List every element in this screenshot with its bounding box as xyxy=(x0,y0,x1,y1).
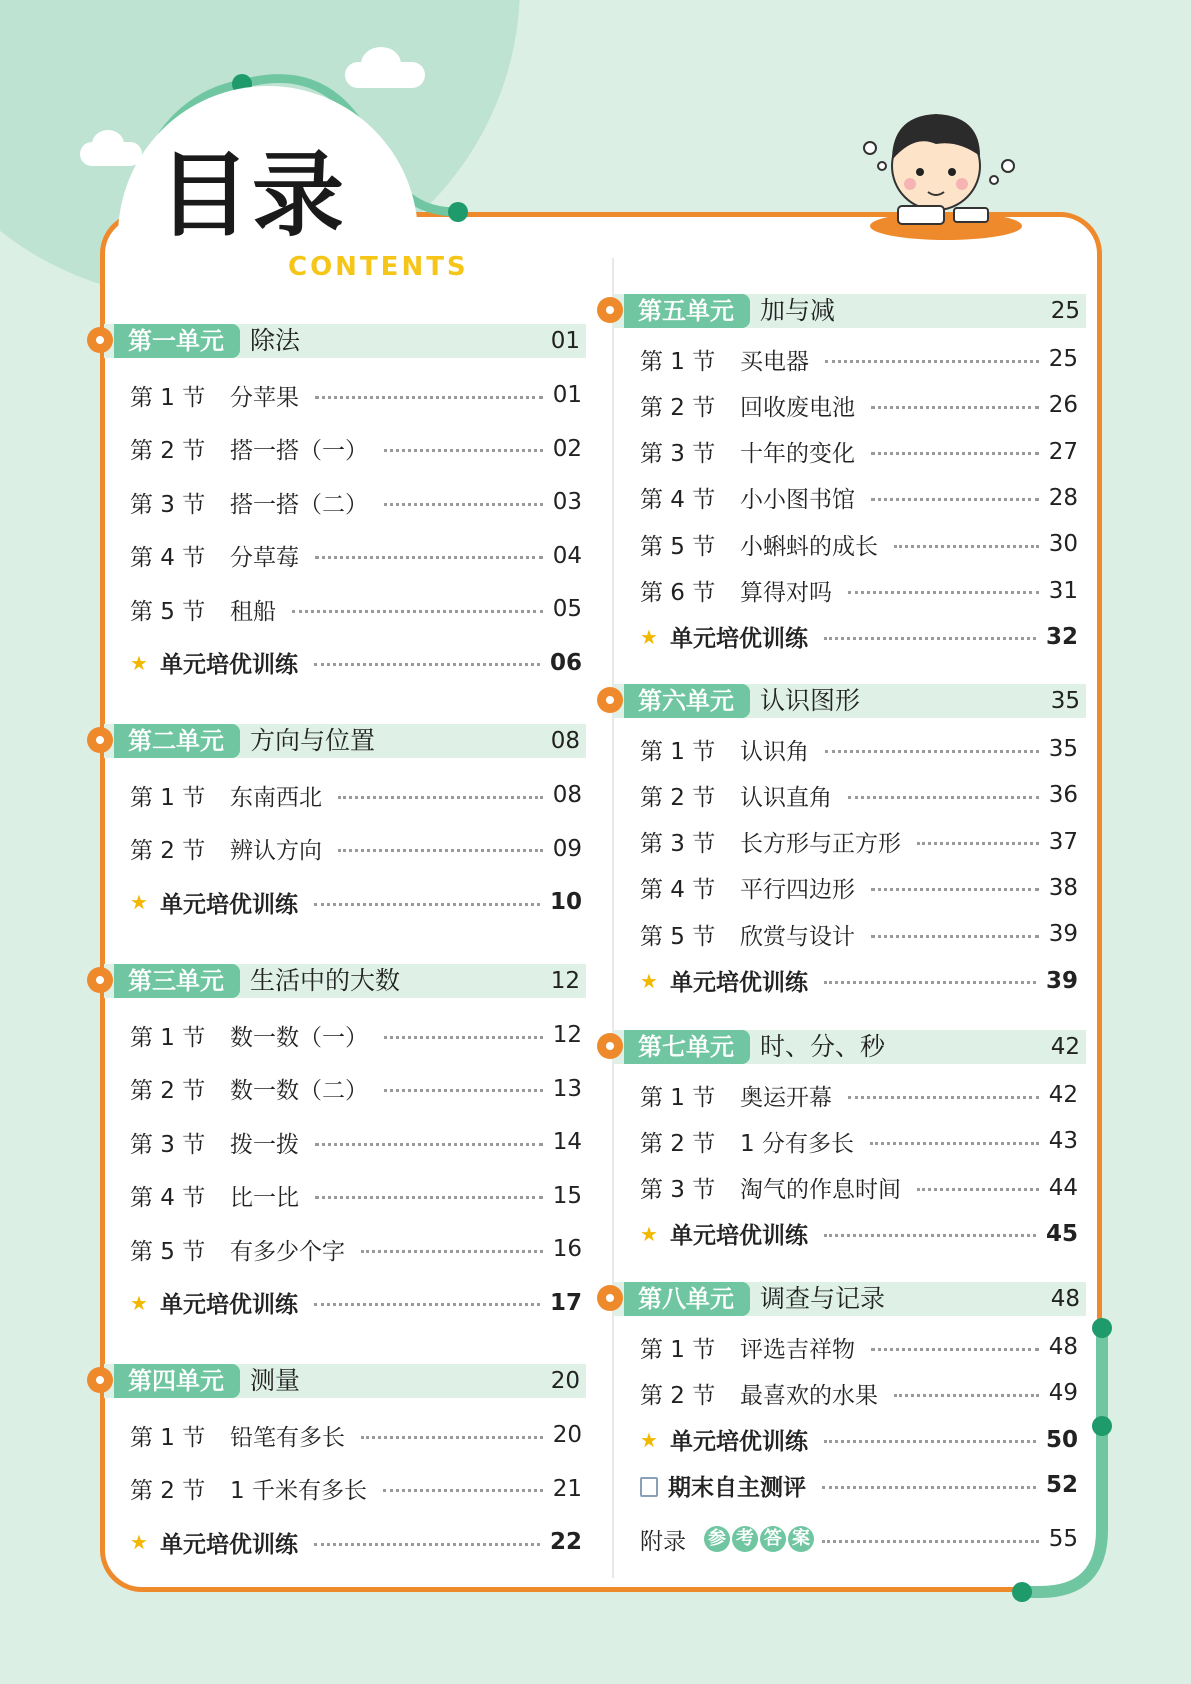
training-name: 单元培优训练 xyxy=(670,1429,808,1456)
section-name: 买电器 xyxy=(740,348,809,375)
section-row[interactable] xyxy=(640,871,1078,905)
leader-dots xyxy=(871,406,1039,409)
section-number: 第 1 节 xyxy=(640,348,716,375)
section-page: 28 xyxy=(1048,484,1078,511)
section-row[interactable] xyxy=(130,832,582,866)
section-number: 第 2 节 xyxy=(130,438,206,464)
unit-name: 调查与记录 xyxy=(760,1284,886,1313)
unit-name: 除法 xyxy=(250,326,301,355)
section-row[interactable] xyxy=(640,481,1078,515)
section-row[interactable] xyxy=(640,917,1078,951)
leader-dots xyxy=(825,750,1039,753)
section-page: 05 xyxy=(552,596,582,622)
training-name: 单元培优训练 xyxy=(670,1223,808,1250)
section-row[interactable] xyxy=(640,778,1078,812)
star-icon: ★ xyxy=(130,1290,148,1315)
section-name: 平行四边形 xyxy=(740,877,855,904)
section-page: 01 xyxy=(552,382,582,408)
section-row[interactable] xyxy=(640,342,1078,376)
section-number: 第 1 节 xyxy=(640,1336,716,1363)
star-icon: ★ xyxy=(640,1221,658,1246)
exam-icon xyxy=(640,1477,658,1497)
answer-key-badge xyxy=(704,1526,814,1552)
leader-dots xyxy=(315,556,543,559)
unit-header[interactable] xyxy=(90,324,586,358)
section-number: 第 2 节 xyxy=(130,1078,206,1104)
section-number: 第 3 节 xyxy=(130,1131,206,1158)
section-page: 17 xyxy=(549,1289,582,1316)
unit-name: 认识图形 xyxy=(760,686,861,715)
section-number: 第 1 节 xyxy=(130,1424,206,1451)
unit-tag: 第一单元 xyxy=(114,324,240,358)
section-page: 44 xyxy=(1048,1174,1078,1201)
training-name: 单元培优训练 xyxy=(160,1531,298,1558)
leader-dots xyxy=(871,498,1039,501)
section-row[interactable] xyxy=(130,1472,582,1506)
leader-dots xyxy=(825,360,1039,363)
section-page: 39 xyxy=(1045,967,1078,994)
section-row[interactable] xyxy=(640,1330,1078,1364)
unit-tag: 第八单元 xyxy=(624,1282,750,1316)
section-row[interactable] xyxy=(640,825,1078,859)
section-number: 第 5 节 xyxy=(130,1238,206,1265)
section-row[interactable] xyxy=(130,485,582,519)
leader-dots xyxy=(384,449,543,452)
section-row[interactable] xyxy=(130,1072,582,1106)
section-name: 搭一搭（一） xyxy=(230,438,368,464)
answer-key-char: 答 xyxy=(760,1526,786,1552)
unit-name: 生活中的大数 xyxy=(250,966,401,995)
section-name: 拨一拨 xyxy=(230,1131,299,1158)
section-page: 36 xyxy=(1048,782,1078,809)
section-name: 数一数（二） xyxy=(230,1078,368,1104)
training-row[interactable] xyxy=(130,1525,582,1559)
section-page: 03 xyxy=(552,489,582,515)
section-page: 25 xyxy=(1048,346,1078,372)
training-row[interactable] xyxy=(130,646,582,680)
final-exam-name: 期末自主测评 xyxy=(668,1474,806,1501)
section-name: 小蝌蚪的成长 xyxy=(740,533,878,560)
section-row[interactable] xyxy=(640,1376,1078,1410)
unit-page: 12 xyxy=(550,968,580,994)
training-name: 单元培优训练 xyxy=(160,652,298,678)
section-name: 租船 xyxy=(230,598,276,625)
section-name: 分苹果 xyxy=(230,384,299,411)
unit-header[interactable] xyxy=(90,964,586,998)
section-page: 27 xyxy=(1048,438,1078,465)
training-name: 单元培优训练 xyxy=(670,626,808,653)
section-number: 第 4 节 xyxy=(130,545,206,571)
section-page: 38 xyxy=(1048,874,1078,901)
section-name: 认识角 xyxy=(740,738,809,765)
leader-dots xyxy=(338,849,543,852)
section-row[interactable] xyxy=(130,1232,582,1266)
section-row[interactable] xyxy=(640,527,1078,561)
leader-dots xyxy=(314,1543,540,1546)
unit-page: 48 xyxy=(1050,1286,1080,1312)
section-name: 1 千米有多长 xyxy=(230,1478,367,1504)
unit-bullet-icon xyxy=(597,297,623,323)
unit-header[interactable] xyxy=(90,1364,586,1398)
appendix-page: 55 xyxy=(1048,1526,1078,1552)
section-row[interactable] xyxy=(640,732,1078,766)
star-icon: ★ xyxy=(640,624,658,649)
leader-dots xyxy=(384,1036,543,1039)
leader-dots xyxy=(870,1142,1039,1145)
leader-dots xyxy=(824,637,1036,640)
unit-header[interactable] xyxy=(600,684,1086,718)
unit-bullet-icon xyxy=(597,1033,623,1059)
unit-tag: 第四单元 xyxy=(114,1364,240,1398)
training-name: 单元培优训练 xyxy=(670,970,808,996)
training-row[interactable] xyxy=(640,964,1078,998)
section-number: 第 4 节 xyxy=(640,487,716,514)
section-number: 第 1 节 xyxy=(640,738,716,765)
leader-dots xyxy=(871,452,1039,455)
section-page: 16 xyxy=(552,1236,582,1262)
training-row[interactable] xyxy=(640,1217,1078,1251)
leader-dots xyxy=(871,1348,1039,1351)
section-number: 第 1 节 xyxy=(130,784,206,811)
answer-key-char: 考 xyxy=(732,1526,758,1552)
appendix-label: 附录 xyxy=(640,1528,686,1555)
star-icon: ★ xyxy=(640,1427,658,1452)
leader-dots xyxy=(894,545,1039,548)
section-name: 评选吉祥物 xyxy=(740,1336,855,1363)
section-row[interactable] xyxy=(640,1124,1078,1158)
section-page: 37 xyxy=(1048,828,1078,855)
leader-dots xyxy=(383,1489,543,1492)
section-page: 30 xyxy=(1048,531,1078,558)
section-name: 奥运开幕 xyxy=(740,1084,832,1111)
section-page: 48 xyxy=(1048,1334,1078,1360)
section-page: 22 xyxy=(549,1529,582,1555)
leader-dots xyxy=(314,1303,540,1306)
final-exam-page: 52 xyxy=(1045,1472,1078,1498)
leader-dots xyxy=(894,1394,1039,1397)
section-name: 辨认方向 xyxy=(230,838,322,864)
section-name: 小小图书馆 xyxy=(740,487,855,514)
unit-bullet-icon xyxy=(87,967,113,993)
final-exam-row[interactable] xyxy=(640,1468,1078,1502)
leader-dots xyxy=(871,888,1039,891)
section-name: 淘气的作息时间 xyxy=(740,1177,901,1204)
node-dot xyxy=(1012,1582,1032,1602)
section-row[interactable] xyxy=(130,1125,582,1159)
section-page: 50 xyxy=(1045,1426,1078,1453)
section-page: 20 xyxy=(552,1422,582,1448)
leader-dots xyxy=(822,1486,1036,1489)
star-icon: ★ xyxy=(130,650,148,675)
section-page: 04 xyxy=(552,542,582,569)
unit-name: 加与减 xyxy=(760,296,836,325)
unit-header[interactable] xyxy=(90,724,586,758)
leader-dots xyxy=(314,903,540,906)
training-row[interactable] xyxy=(640,620,1078,654)
leader-dots xyxy=(871,935,1039,938)
section-page: 39 xyxy=(1048,921,1078,948)
leader-dots xyxy=(824,1234,1036,1237)
unit-page: 20 xyxy=(550,1368,580,1394)
leader-dots xyxy=(824,981,1036,984)
section-page: 42 xyxy=(1048,1082,1078,1108)
training-name: 单元培优训练 xyxy=(160,891,298,918)
section-name: 比一比 xyxy=(230,1185,299,1211)
section-page: 35 xyxy=(1048,736,1078,762)
unit-page: 35 xyxy=(1050,688,1080,714)
unit-name: 方向与位置 xyxy=(250,726,376,755)
section-row[interactable] xyxy=(640,435,1078,469)
unit-tag: 第七单元 xyxy=(624,1030,750,1064)
section-number: 第 4 节 xyxy=(640,877,716,904)
unit-tag: 第五单元 xyxy=(624,294,750,328)
training-row[interactable] xyxy=(130,1286,582,1320)
section-number: 第 3 节 xyxy=(130,491,206,518)
unit-tag: 第三单元 xyxy=(114,964,240,998)
unit-page: 25 xyxy=(1050,298,1080,324)
unit-name: 测量 xyxy=(250,1366,301,1395)
leader-dots xyxy=(315,1143,543,1146)
section-page: 08 xyxy=(552,782,582,808)
section-row[interactable] xyxy=(130,778,582,812)
section-row[interactable] xyxy=(130,1179,582,1213)
star-icon: ★ xyxy=(130,890,148,914)
leader-dots xyxy=(384,503,543,506)
section-number: 第 5 节 xyxy=(130,598,206,625)
section-number: 第 3 节 xyxy=(640,831,716,858)
leader-dots xyxy=(361,1436,543,1439)
section-number: 第 3 节 xyxy=(640,1177,716,1204)
section-page: 21 xyxy=(552,1475,582,1502)
section-page: 10 xyxy=(549,889,582,915)
leader-dots xyxy=(338,796,543,799)
page-title: 目录 xyxy=(158,142,347,249)
section-row[interactable] xyxy=(640,388,1078,422)
leader-dots xyxy=(848,796,1039,799)
section-number: 第 2 节 xyxy=(130,838,206,864)
unit-page: 08 xyxy=(550,728,580,754)
section-name: 回收废电池 xyxy=(740,394,855,421)
unit-header[interactable] xyxy=(600,1030,1086,1064)
unit-bullet-icon xyxy=(597,687,623,713)
leader-dots xyxy=(917,842,1039,845)
section-row[interactable] xyxy=(640,574,1078,608)
leader-dots xyxy=(315,1196,543,1199)
leader-dots xyxy=(384,1089,543,1092)
leader-dots xyxy=(917,1188,1039,1191)
unit-bullet-icon xyxy=(87,727,113,753)
section-row[interactable] xyxy=(640,1171,1078,1205)
leader-dots xyxy=(292,610,543,613)
section-number: 第 1 节 xyxy=(130,1024,206,1051)
section-page: 31 xyxy=(1048,577,1078,604)
section-number: 第 2 节 xyxy=(640,1130,716,1157)
section-number: 第 2 节 xyxy=(640,394,716,421)
section-name: 铅笔有多长 xyxy=(230,1424,345,1451)
section-row[interactable] xyxy=(130,378,582,412)
unit-tag: 第二单元 xyxy=(114,724,240,758)
section-number: 第 6 节 xyxy=(640,580,716,606)
unit-page: 42 xyxy=(1050,1034,1080,1060)
unit-name: 时、分、秒 xyxy=(760,1032,886,1061)
leader-dots xyxy=(822,1540,1039,1543)
section-name: 认识直角 xyxy=(740,784,832,811)
section-page: 06 xyxy=(549,649,582,676)
section-number: 第 2 节 xyxy=(640,1382,716,1409)
section-name: 十年的变化 xyxy=(740,441,855,468)
page-subtitle: CONTENTS xyxy=(288,252,469,282)
section-page: 43 xyxy=(1048,1128,1078,1155)
section-name: 算得对吗 xyxy=(740,580,832,606)
section-number: 第 2 节 xyxy=(640,784,716,811)
section-row[interactable] xyxy=(130,432,582,466)
section-name: 1 分有多长 xyxy=(740,1130,854,1157)
node-dot xyxy=(448,202,468,222)
leader-dots xyxy=(314,663,540,666)
section-name: 数一数（一） xyxy=(230,1024,368,1051)
section-page: 49 xyxy=(1048,1380,1078,1407)
section-row[interactable] xyxy=(130,1018,582,1052)
column-divider xyxy=(612,258,614,1578)
section-page: 02 xyxy=(552,435,582,462)
training-name: 单元培优训练 xyxy=(160,1292,298,1318)
leader-dots xyxy=(848,1096,1039,1099)
section-number: 第 5 节 xyxy=(640,923,716,950)
node-dot xyxy=(1092,1416,1112,1436)
unit-bullet-icon xyxy=(597,1285,623,1311)
star-icon: ★ xyxy=(130,1530,148,1554)
section-number: 第 5 节 xyxy=(640,533,716,560)
section-number: 第 3 节 xyxy=(640,441,716,468)
section-name: 东南西北 xyxy=(230,784,322,811)
node-dot xyxy=(1092,1318,1112,1338)
section-name: 搭一搭（二） xyxy=(230,491,368,518)
answer-key-char: 参 xyxy=(704,1526,730,1552)
training-row[interactable] xyxy=(130,885,582,919)
section-name: 长方形与正方形 xyxy=(740,831,901,858)
section-page: 15 xyxy=(552,1182,582,1209)
section-page: 13 xyxy=(552,1075,582,1102)
section-row[interactable] xyxy=(130,539,582,573)
appendix-row[interactable] xyxy=(640,1522,1078,1556)
unit-header[interactable] xyxy=(600,1282,1086,1316)
section-page: 45 xyxy=(1045,1220,1078,1247)
leader-dots xyxy=(848,591,1039,594)
section-row[interactable] xyxy=(130,592,582,626)
section-name: 有多少个字 xyxy=(230,1238,345,1265)
section-page: 12 xyxy=(552,1022,582,1048)
section-row[interactable] xyxy=(640,1078,1078,1112)
leader-dots xyxy=(824,1440,1036,1443)
section-name: 分草莓 xyxy=(230,545,299,571)
section-number: 第 1 节 xyxy=(640,1084,716,1111)
leader-dots xyxy=(361,1250,543,1253)
boy-mascot-icon xyxy=(858,100,1028,240)
section-page: 09 xyxy=(552,835,582,862)
answer-key-char: 案 xyxy=(788,1526,814,1552)
section-name: 欣赏与设计 xyxy=(740,923,855,950)
section-number: 第 1 节 xyxy=(130,384,206,411)
star-icon: ★ xyxy=(640,968,658,993)
unit-tag: 第六单元 xyxy=(624,684,750,718)
section-page: 14 xyxy=(552,1129,582,1155)
section-row[interactable] xyxy=(130,1418,582,1452)
section-number: 第 2 节 xyxy=(130,1478,206,1504)
section-page: 32 xyxy=(1045,623,1078,650)
unit-header[interactable] xyxy=(600,294,1086,328)
unit-bullet-icon xyxy=(87,1367,113,1393)
training-row[interactable] xyxy=(640,1423,1078,1457)
section-page: 26 xyxy=(1048,392,1078,419)
unit-page: 01 xyxy=(550,328,580,354)
leader-dots xyxy=(315,396,543,399)
section-name: 最喜欢的水果 xyxy=(740,1382,878,1409)
unit-bullet-icon xyxy=(87,327,113,353)
section-number: 第 4 节 xyxy=(130,1185,206,1211)
